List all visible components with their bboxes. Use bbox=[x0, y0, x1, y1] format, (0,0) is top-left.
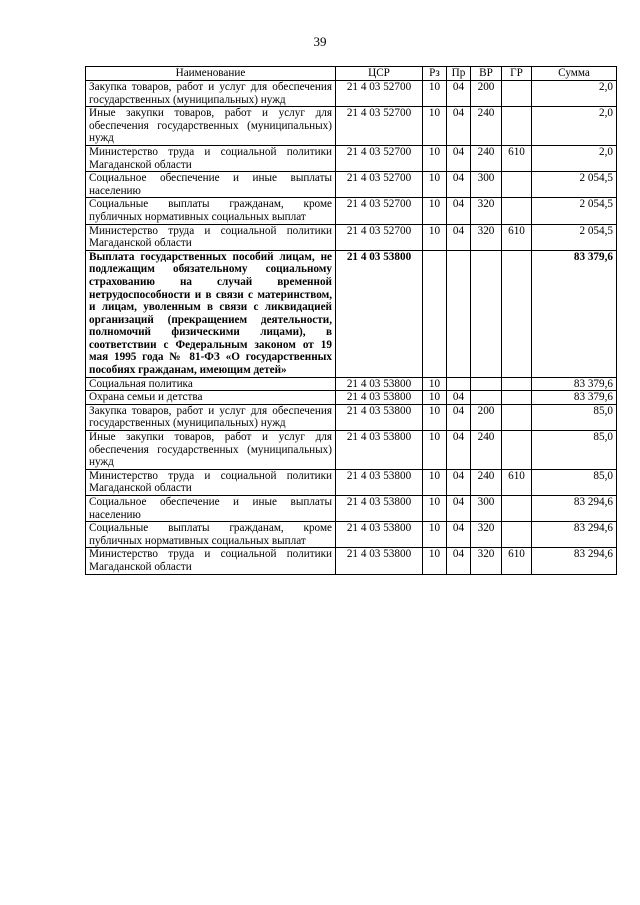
cell-gr bbox=[502, 377, 532, 391]
cell-rz: 10 bbox=[423, 431, 447, 470]
cell-csr: 21 4 03 53800 bbox=[336, 431, 423, 470]
cell-sum: 83 294,6 bbox=[532, 496, 617, 522]
cell-vr: 240 bbox=[471, 107, 502, 146]
table-row bbox=[86, 224, 617, 250]
table-row bbox=[86, 431, 617, 470]
cell-name: Выплата государственных пособий лицам, не подлежащим обязательному социальному страхованию на случай временной нетрудоспособности и в связи с материнством, и лицам, уволенным в связи с ликвидацией организаций (прекращением деятельности, полномочий физическими лицами), в соответствии с Федеральным законом от 19 мая 1995 года № 81-ФЗ «О государственных пособиях гражданам, имеющим детей» bbox=[86, 250, 336, 377]
cell-gr bbox=[502, 496, 532, 522]
header-pr: Пр bbox=[447, 67, 471, 81]
cell-name: Иные закупки товаров, работ и услуг для обеспечения государственных (муниципальных) нужд bbox=[86, 431, 336, 470]
table-row bbox=[86, 377, 617, 391]
cell-vr bbox=[471, 377, 502, 391]
header-rz: Рз bbox=[423, 67, 447, 81]
cell-pr: 04 bbox=[447, 469, 471, 495]
header-name: Наименование bbox=[86, 67, 336, 81]
cell-sum: 83 379,6 bbox=[532, 377, 617, 391]
cell-csr: 21 4 03 52700 bbox=[336, 107, 423, 146]
table-row bbox=[86, 198, 617, 224]
cell-csr: 21 4 03 52700 bbox=[336, 224, 423, 250]
cell-pr bbox=[447, 250, 471, 377]
cell-name: Министерство труда и социальной политики Магаданской области bbox=[86, 469, 336, 495]
table-row bbox=[86, 469, 617, 495]
cell-csr: 21 4 03 52700 bbox=[336, 198, 423, 224]
table-row bbox=[86, 107, 617, 146]
cell-pr bbox=[447, 377, 471, 391]
cell-rz: 10 bbox=[423, 469, 447, 495]
header-csr: ЦСР bbox=[336, 67, 423, 81]
cell-csr: 21 4 03 52700 bbox=[336, 81, 423, 107]
cell-rz: 10 bbox=[423, 198, 447, 224]
cell-rz: 10 bbox=[423, 404, 447, 430]
cell-vr: 300 bbox=[471, 496, 502, 522]
cell-rz: 10 bbox=[423, 172, 447, 198]
cell-gr bbox=[502, 404, 532, 430]
cell-name: Социальное обеспечение и иные выплаты населению bbox=[86, 496, 336, 522]
cell-vr bbox=[471, 391, 502, 405]
cell-gr: 610 bbox=[502, 548, 532, 574]
cell-sum: 2,0 bbox=[532, 81, 617, 107]
cell-gr bbox=[502, 107, 532, 146]
cell-vr: 320 bbox=[471, 522, 502, 548]
table-row bbox=[86, 522, 617, 548]
cell-gr bbox=[502, 198, 532, 224]
cell-vr: 240 bbox=[471, 469, 502, 495]
cell-sum: 83 379,6 bbox=[532, 391, 617, 405]
cell-name: Социальные выплаты гражданам, кроме публичных нормативных социальных выплат bbox=[86, 198, 336, 224]
cell-vr: 320 bbox=[471, 548, 502, 574]
cell-csr: 21 4 03 53800 bbox=[336, 548, 423, 574]
cell-pr: 04 bbox=[447, 198, 471, 224]
cell-rz: 10 bbox=[423, 391, 447, 405]
cell-sum: 85,0 bbox=[532, 431, 617, 470]
cell-csr: 21 4 03 53800 bbox=[336, 522, 423, 548]
cell-pr: 04 bbox=[447, 548, 471, 574]
cell-pr: 04 bbox=[447, 81, 471, 107]
table-body bbox=[86, 81, 617, 575]
cell-pr: 04 bbox=[447, 496, 471, 522]
cell-sum: 2 054,5 bbox=[532, 172, 617, 198]
table-row bbox=[86, 250, 617, 377]
table-row bbox=[86, 145, 617, 171]
cell-gr bbox=[502, 522, 532, 548]
cell-csr: 21 4 03 53800 bbox=[336, 391, 423, 405]
header-gr: ГР bbox=[502, 67, 532, 81]
cell-rz: 10 bbox=[423, 496, 447, 522]
cell-sum: 83 294,6 bbox=[532, 548, 617, 574]
table-row bbox=[86, 81, 617, 107]
cell-rz: 10 bbox=[423, 107, 447, 146]
cell-gr: 610 bbox=[502, 145, 532, 171]
cell-csr: 21 4 03 53800 bbox=[336, 377, 423, 391]
cell-gr bbox=[502, 81, 532, 107]
cell-rz: 10 bbox=[423, 145, 447, 171]
cell-pr: 04 bbox=[447, 145, 471, 171]
cell-gr: 610 bbox=[502, 469, 532, 495]
cell-name: Министерство труда и социальной политики Магаданской области bbox=[86, 548, 336, 574]
cell-sum: 83 294,6 bbox=[532, 522, 617, 548]
cell-sum: 85,0 bbox=[532, 469, 617, 495]
cell-csr: 21 4 03 52700 bbox=[336, 145, 423, 171]
cell-name: Охрана семьи и детства bbox=[86, 391, 336, 405]
cell-pr: 04 bbox=[447, 431, 471, 470]
cell-sum: 2,0 bbox=[532, 145, 617, 171]
cell-vr: 320 bbox=[471, 224, 502, 250]
cell-sum: 2,0 bbox=[532, 107, 617, 146]
cell-csr: 21 4 03 52700 bbox=[336, 172, 423, 198]
cell-vr bbox=[471, 250, 502, 377]
cell-rz: 10 bbox=[423, 522, 447, 548]
cell-pr: 04 bbox=[447, 404, 471, 430]
cell-vr: 200 bbox=[471, 81, 502, 107]
cell-vr: 300 bbox=[471, 172, 502, 198]
cell-name: Социальное обеспечение и иные выплаты населению bbox=[86, 172, 336, 198]
cell-rz: 10 bbox=[423, 548, 447, 574]
cell-rz: 10 bbox=[423, 377, 447, 391]
cell-rz: 10 bbox=[423, 224, 447, 250]
cell-sum: 2 054,5 bbox=[532, 224, 617, 250]
cell-name: Иные закупки товаров, работ и услуг для обеспечения государственных (муниципальных) нужд bbox=[86, 107, 336, 146]
cell-name: Социальные выплаты гражданам, кроме публичных нормативных социальных выплат bbox=[86, 522, 336, 548]
table-row bbox=[86, 391, 617, 405]
cell-csr: 21 4 03 53800 bbox=[336, 496, 423, 522]
cell-rz bbox=[423, 250, 447, 377]
header-row bbox=[86, 67, 617, 81]
cell-name: Закупка товаров, работ и услуг для обеспечения государственных (муниципальных) нужд bbox=[86, 81, 336, 107]
cell-pr: 04 bbox=[447, 391, 471, 405]
cell-pr: 04 bbox=[447, 522, 471, 548]
header-vr: ВР bbox=[471, 67, 502, 81]
cell-vr: 240 bbox=[471, 431, 502, 470]
cell-sum: 2 054,5 bbox=[532, 198, 617, 224]
cell-pr: 04 bbox=[447, 172, 471, 198]
cell-gr bbox=[502, 431, 532, 470]
budget-table bbox=[85, 66, 617, 575]
cell-pr: 04 bbox=[447, 107, 471, 146]
cell-csr: 21 4 03 53800 bbox=[336, 404, 423, 430]
cell-gr: 610 bbox=[502, 224, 532, 250]
cell-vr: 200 bbox=[471, 404, 502, 430]
header-sum: Сумма bbox=[532, 67, 617, 81]
cell-gr bbox=[502, 391, 532, 405]
cell-sum: 83 379,6 bbox=[532, 250, 617, 377]
cell-sum: 85,0 bbox=[532, 404, 617, 430]
cell-vr: 240 bbox=[471, 145, 502, 171]
cell-csr: 21 4 03 53800 bbox=[336, 469, 423, 495]
page-number: 39 bbox=[313, 34, 327, 49]
table-row bbox=[86, 548, 617, 574]
table-row bbox=[86, 172, 617, 198]
cell-rz: 10 bbox=[423, 81, 447, 107]
cell-name: Закупка товаров, работ и услуг для обеспечения государственных (муниципальных) нужд bbox=[86, 404, 336, 430]
cell-pr: 04 bbox=[447, 224, 471, 250]
cell-name: Министерство труда и социальной политики Магаданской области bbox=[86, 224, 336, 250]
cell-gr bbox=[502, 250, 532, 377]
table-row bbox=[86, 496, 617, 522]
table-row bbox=[86, 404, 617, 430]
cell-name: Министерство труда и социальной политики Магаданской области bbox=[86, 145, 336, 171]
cell-gr bbox=[502, 172, 532, 198]
cell-name: Социальная политика bbox=[86, 377, 336, 391]
cell-vr: 320 bbox=[471, 198, 502, 224]
cell-csr: 21 4 03 53800 bbox=[336, 250, 423, 377]
